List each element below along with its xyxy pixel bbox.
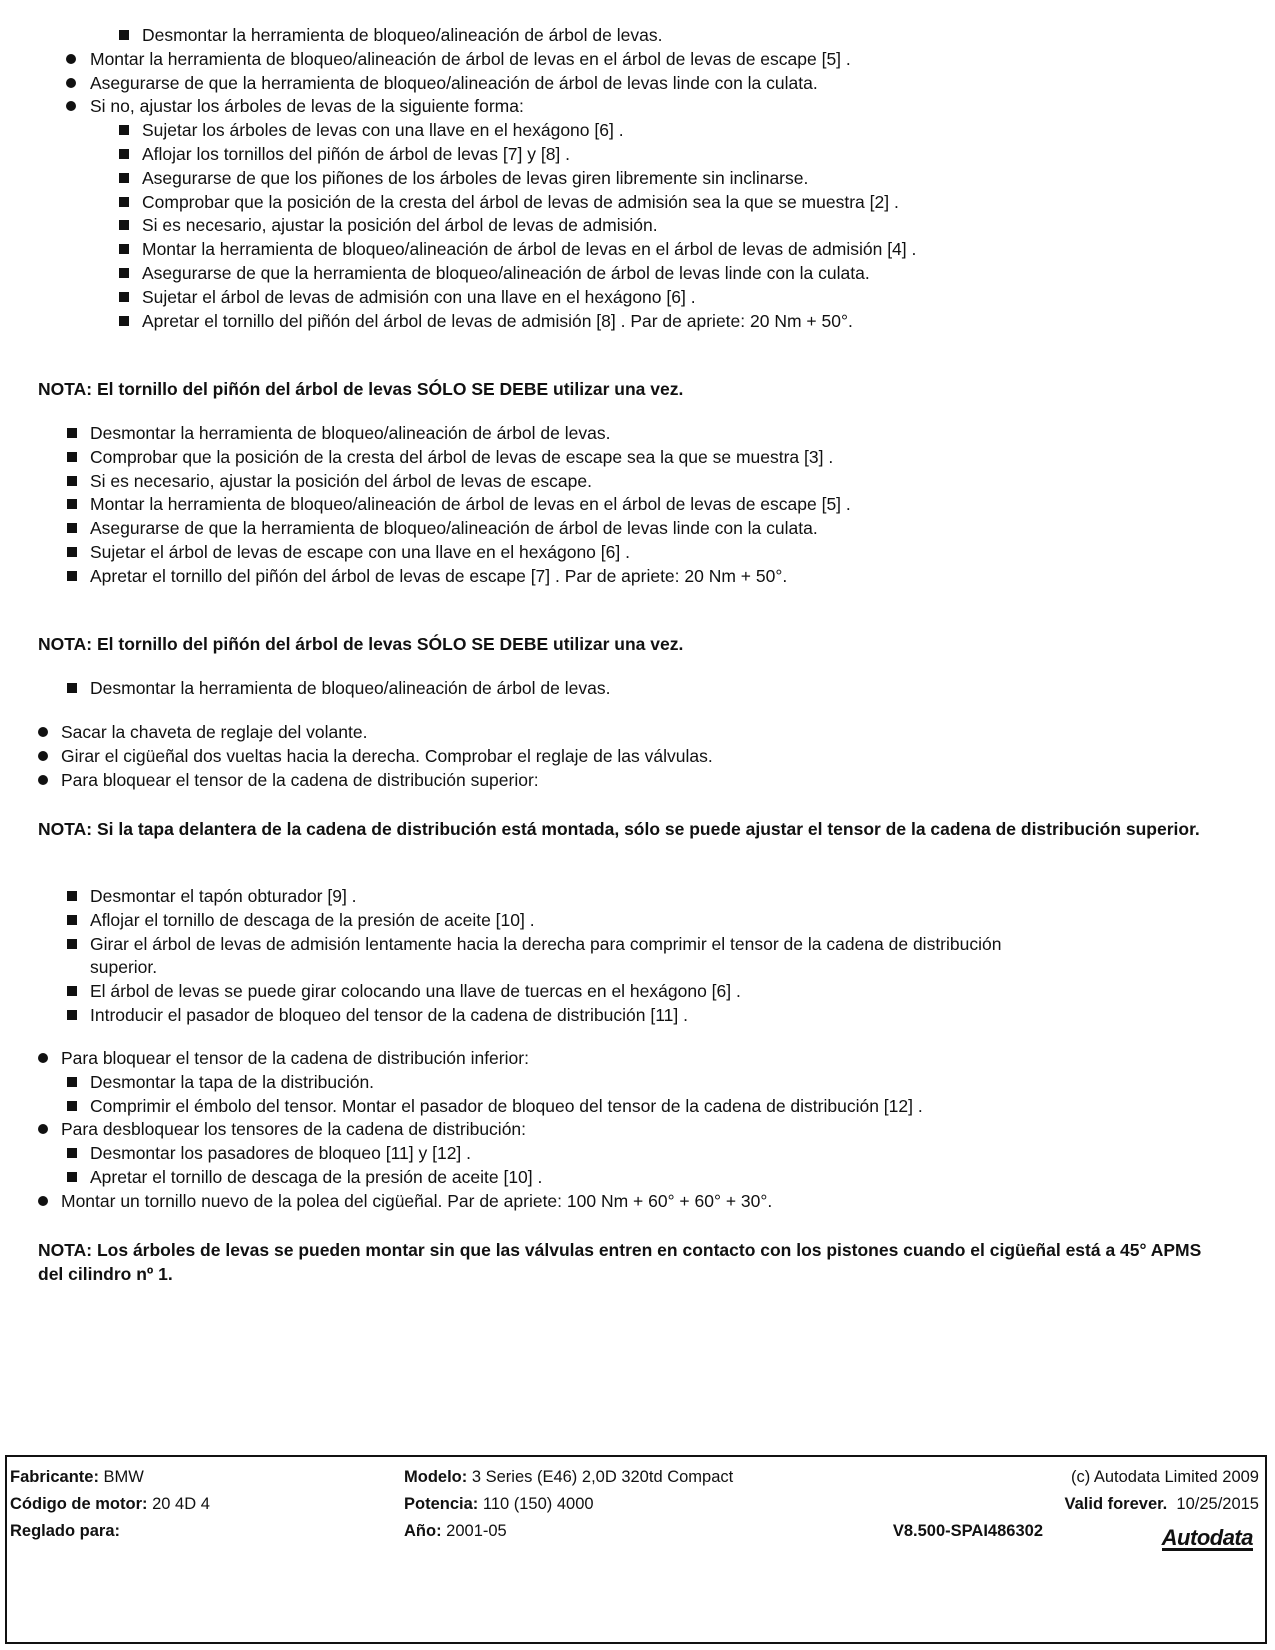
round-bullet-icon (66, 101, 76, 111)
autodata-logo: Autodata (1161, 1525, 1253, 1550)
list-item: Asegurarse de que la herramienta de bloqueo/alineación de árbol de levas linde con la culata. (90, 518, 818, 539)
date-value: 10/25/2015 (1176, 1495, 1259, 1513)
reglado-row (10, 1522, 120, 1541)
list-item: Desmontar el tapón obturador [9] . (90, 886, 357, 906)
square-bullet-icon (119, 30, 129, 40)
list-item: Para bloquear el tensor de la cadena de distribución inferior: (61, 1048, 529, 1068)
note-2: NOTA: El tornillo del piñón del árbol de levas SÓLO SE DEBE utilizar una vez. (38, 634, 684, 654)
square-bullet-icon (67, 891, 77, 901)
list-item: Desmontar la herramienta de bloqueo/alineación de árbol de levas. (142, 25, 663, 45)
list-item: Sujetar el árbol de levas de escape con una llave en el hexágono [6] . (90, 542, 630, 562)
version: V8.500-SPAI486302 (892, 1522, 1043, 1540)
square-bullet-icon (119, 220, 129, 230)
codigo-row (10, 1495, 210, 1514)
note-4: NOTA: Los árboles de levas se pueden montar sin que las válvulas entren en contacto con los pistones cuando el cigüeñal está a 45° APMS del cilindro nº 1. (38, 1240, 1202, 1284)
square-bullet-icon (67, 986, 77, 996)
square-bullet-icon (67, 499, 77, 509)
list-item: Girar el árbol de levas de admisión lentamente hacia la derecha para comprimir el tensor de la cadena de distribución (90, 933, 1002, 954)
list-item: Girar el cigüeñal dos vueltas hacia la derecha. Comprobar el reglaje de las válvulas. (61, 745, 713, 766)
square-bullet-icon (67, 683, 77, 693)
list-item: Montar un tornillo nuevo de la polea del cigüeñal. Par de apriete: 100 Nm + 60° + 60° + 30°. (61, 1190, 773, 1211)
round-bullet-icon (38, 1053, 48, 1063)
anio-value: 2001-05 (446, 1522, 507, 1540)
round-bullet-icon (38, 751, 48, 761)
list-item: superior. (90, 957, 158, 978)
list-item: Sujetar el árbol de levas de admisión con una llave en el hexágono [6] . (142, 286, 696, 307)
valid-row (1065, 1495, 1260, 1514)
round-bullet-icon (38, 1196, 48, 1206)
round-bullet-icon (38, 727, 48, 737)
square-bullet-icon (119, 173, 129, 183)
list-item: Aflojar el tornillo de descaga de la presión de aceite [10] . (90, 909, 535, 930)
square-bullet-icon (119, 244, 129, 254)
list-item: Apretar el tornillo del piñón del árbol de levas de escape [7] . Par de apriete: 20 Nm + 50°. (90, 565, 788, 586)
square-bullet-icon (119, 316, 129, 326)
square-bullet-icon (119, 149, 129, 159)
potencia-value: 110 (150) 4000 (482, 1495, 594, 1513)
square-bullet-icon (67, 1010, 77, 1020)
list-item: Sacar la chaveta de reglaje del volante. (61, 722, 368, 742)
square-bullet-icon (67, 1148, 77, 1158)
list-item: Asegurarse de que la herramienta de bloqueo/alineación de árbol de levas linde con la culata. (142, 263, 870, 283)
square-bullet-icon (119, 292, 129, 302)
copyright: (c) Autodata Limited 2009 (1070, 1468, 1259, 1486)
square-bullet-icon (119, 268, 129, 278)
anio-label: Año: (404, 1522, 442, 1540)
list-item: Comprimir el émbolo del tensor. Montar el pasador de bloqueo del tensor de la cadena de distribución [12] . (90, 1095, 923, 1116)
round-bullet-icon (38, 775, 48, 785)
square-bullet-icon (67, 428, 77, 438)
list-item: Montar la herramienta de bloqueo/alineación de árbol de levas en el árbol de levas de escape [5] . (90, 48, 851, 69)
square-bullet-icon (119, 125, 129, 135)
list-item: Montar la herramienta de bloqueo/alineación de árbol de levas en el árbol de levas de escape [5] . (90, 494, 851, 515)
square-bullet-icon (67, 476, 77, 486)
square-bullet-icon (67, 547, 77, 557)
list-item: Apretar el tornillo del piñón del árbol de levas de admisión [8] . Par de apriete: 20 Nm + 50°. (142, 310, 853, 331)
potencia-row (404, 1495, 594, 1514)
square-bullet-icon (67, 915, 77, 925)
fabricante-row (10, 1468, 144, 1487)
round-bullet-icon (38, 1124, 48, 1134)
fabricante-value: BMW (103, 1468, 144, 1486)
round-bullet-icon (66, 78, 76, 88)
square-bullet-icon (67, 523, 77, 533)
list-item: Desmontar la tapa de la distribución. (90, 1071, 375, 1092)
list-item: Para desbloquear los tensores de la cadena de distribución: (61, 1119, 527, 1140)
square-bullet-icon (119, 197, 129, 207)
list-item: Asegurarse de que la herramienta de bloqueo/alineación de árbol de levas linde con la culata. (90, 72, 818, 93)
list-item: Comprobar que la posición de la cresta del árbol de levas de escape sea la que se muestra [3] . (90, 446, 834, 467)
list-item: Para bloquear el tensor de la cadena de distribución superior: (61, 769, 539, 790)
modelo-label: Modelo: (404, 1468, 468, 1486)
list-item: Si no, ajustar los árboles de levas de la siguiente forma: (90, 96, 524, 117)
list-item: Desmontar la herramienta de bloqueo/alineación de árbol de levas. (90, 423, 611, 443)
potencia-label: Potencia: (404, 1495, 479, 1513)
list-item: Apretar el tornillo de descaga de la presión de aceite [10] . (90, 1167, 543, 1187)
note-1: NOTA: El tornillo del piñón del árbol de levas SÓLO SE DEBE utilizar una vez. (38, 379, 684, 399)
list-item: El árbol de levas se puede girar colocando una llave de tuercas en el hexágono [6] . (90, 981, 741, 1002)
codigo-value: 20 4D 4 (152, 1495, 210, 1513)
list-item: Desmontar los pasadores de bloqueo [11] y [12] . (90, 1143, 472, 1164)
list-item: Introducir el pasador de bloqueo del tensor de la cadena de distribución [11] . (90, 1005, 688, 1025)
list-item: Sujetar los árboles de levas con una llave en el hexágono [6] . (142, 120, 624, 141)
valid-label: Valid forever. (1064, 1495, 1168, 1513)
round-bullet-icon (66, 54, 76, 64)
list-item: Si es necesario, ajustar la posición del árbol de levas de admisión. (142, 215, 658, 236)
square-bullet-icon (67, 1077, 77, 1087)
modelo-value: 3 Series (E46) 2,0D 320td Compact (471, 1468, 734, 1486)
square-bullet-icon (67, 1101, 77, 1111)
square-bullet-icon (67, 452, 77, 462)
list-item: Desmontar la herramienta de bloqueo/alineación de árbol de levas. (90, 678, 611, 698)
note-3: NOTA: Si la tapa delantera de la cadena de distribución está montada, sólo se puede ajustar el tensor de la cadena de distribución superior. (38, 819, 1200, 839)
list-item: Comprobar que la posición de la cresta del árbol de levas de admisión sea la que se muestra [2] . (142, 191, 899, 212)
list-item: Aflojar los tornillos del piñón de árbol de levas [7] y [8] . (142, 144, 571, 164)
reglado-label: Reglado para: (10, 1522, 121, 1540)
list-item: Asegurarse de que los piñones de los árboles de levas giren libremente sin inclinarse. (142, 167, 809, 188)
modelo-row (404, 1468, 733, 1487)
footer-box (5, 1455, 1267, 1644)
square-bullet-icon (67, 571, 77, 581)
anio-row (404, 1522, 507, 1541)
list-item: Montar la herramienta de bloqueo/alineación de árbol de levas en el árbol de levas de admisión [4] . (142, 239, 917, 260)
square-bullet-icon (67, 939, 77, 949)
codigo-label: Código de motor: (10, 1495, 148, 1513)
fabricante-label: Fabricante: (10, 1468, 99, 1486)
list-item: Si es necesario, ajustar la posición del árbol de levas de escape. (90, 470, 592, 491)
square-bullet-icon (67, 1172, 77, 1182)
